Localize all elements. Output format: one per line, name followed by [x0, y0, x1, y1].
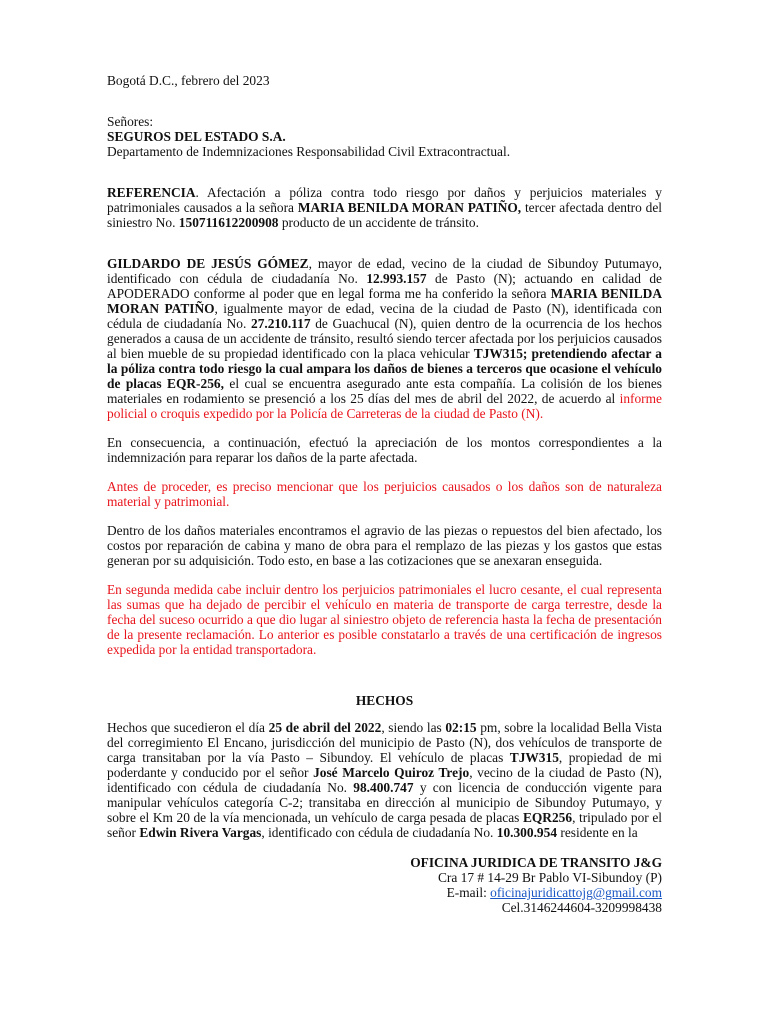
office-email-line: E-mail: oficinajuridicattojg@gmail.com [446, 885, 662, 900]
recipient-department: Departamento de Indemnizaciones Responsabilidad Civil Extracontractual. [107, 144, 511, 159]
letter-date: Bogotá D.C., febrero del 2023 [107, 73, 270, 88]
consequence-paragraph: En consecuencia, a continuación, efectuó la apreciación de los montos correspondientes a la indemnización para reparar los daños de la parte afectada. [107, 435, 662, 465]
police-report-note: informe policial o croquis expedido por la Policía de Carreteras de la ciudad de Pasto (N). [107, 391, 662, 421]
recipient-company: SEGUROS DEL ESTADO S.A. [107, 129, 286, 144]
hechos-heading: HECHOS [355, 693, 414, 708]
lost-profit-paragraph: En segunda medida cabe incluir dentro los perjuicios patrimoniales el lucro cesante, el cual representa las sumas que ha dejado de percibir el vehículo en materia de transporte de carga terrestre, desde la fecha del suceso ocurrido a que dio lugar al siniestro objeto de referencia hasta la fecha de presentación de la presente reclamación. Lo anterior es posible constatarlo a través de una certificación de ingresos expedida por la entidad transportadora. [107, 582, 662, 657]
damages-nature-paragraph: Antes de proceder, es preciso mencionar que los perjuicios causados o los daños son de naturaleza material y patrimonial. [107, 479, 662, 509]
email-link[interactable]: oficinajuridicattojg@gmail.com [490, 885, 662, 900]
recipient-block [107, 114, 662, 159]
salutation: Señores: [107, 114, 154, 129]
reference-paragraph: REFERENCIA. Afectación a póliza contra todo riesgo por daños y perjuicios materiales y patrimoniales causados a la señora MARIA BENILDA MORAN PATIÑO, tercer afectada dentro del siniestro No. 150711612200908 producto de un accidente de tránsito. [107, 185, 662, 230]
office-phone: Cel.3146244604-3209998438 [501, 900, 662, 915]
hechos-paragraph: Hechos que sucedieron el día 25 de abril del 2022, siendo las 02:15 pm, sobre la localidad Bella Vista del corregimiento El Encano, jurisdicción del municipio de Pasto (N), dos vehículos de transporte de carga transitaban por la vía Pasto – Sibundoy. El vehículo de placas TJW315, propiedad de mi poderdante y conducido por el señor José Marcelo Quiroz Trejo, vecino de la ciudad de Pasto (N), identificado con cédula de ciudadanía No. 98.400.747 y con licencia de conducción vigente para manipular vehículos categoría C-2; transitaba en dirección al municipio de Sibundoy Putumayo, y sobre el Km 20 de la vía mencionada, un vehículo de carga pesada de placas EQR256, tripulado por el señor Edwin Rivera Vargas, identificado con cédula de ciudadanía No. 10.300.954 residente en la [107, 720, 663, 840]
office-address: Cra 17 # 14-29 Br Pablo VI-Sibundoy (P) [437, 870, 662, 885]
material-damages-paragraph: Dentro de los daños materiales encontramos el agravio de las piezas o repuestos del bien afectado, los costos por reparación de cabina y mano de obra para el remplazo de las piezas y los gastos que estas generan por su adquisición. Todo esto, en base a las cotizaciones que se anexaran enseguida. [107, 523, 662, 568]
letter-body [107, 73, 662, 657]
intro-paragraph: GILDARDO DE JESÚS GÓMEZ, mayor de edad, vecino de la ciudad de Sibundoy Putumayo, identificado con cédula de ciudadanía No. 12.993.157 de Pasto (N); actuando en calidad de APODERADO conforme al poder que en legal forma me ha conferido la señora MARIA BENILDA MORAN PATIÑO, igualmente mayor de edad, vecina de la ciudad de Pasto (N), identificada con cédula de ciudadanía No. 27.210.117 de Guachucal (N), quien dentro de la ocurrencia de los hechos generados a causa de un accidente de tránsito, resultó siendo tercer afectada por los perjuicios causados al bien mueble de su propiedad identificado con la placa vehicular TJW315; pretendiendo afectar a la póliza contra todo riesgo la cual ampara los daños de bienes a terceros que ocasione el vehículo de placas EQR-256, el cual se encuentra asegurado ante esta compañía. La colisión de los bienes materiales en rodamiento se presenció a los 25 días del mes de abril del 2022, de acuerdo al informe policial o croquis expedido por la Policía de Carreteras de la ciudad de Pasto (N). [107, 256, 663, 421]
reference-label: REFERENCIA [107, 185, 196, 200]
office-name: OFICINA JURIDICA DE TRANSITO J&G [410, 855, 662, 870]
letterhead-footer [410, 855, 662, 915]
